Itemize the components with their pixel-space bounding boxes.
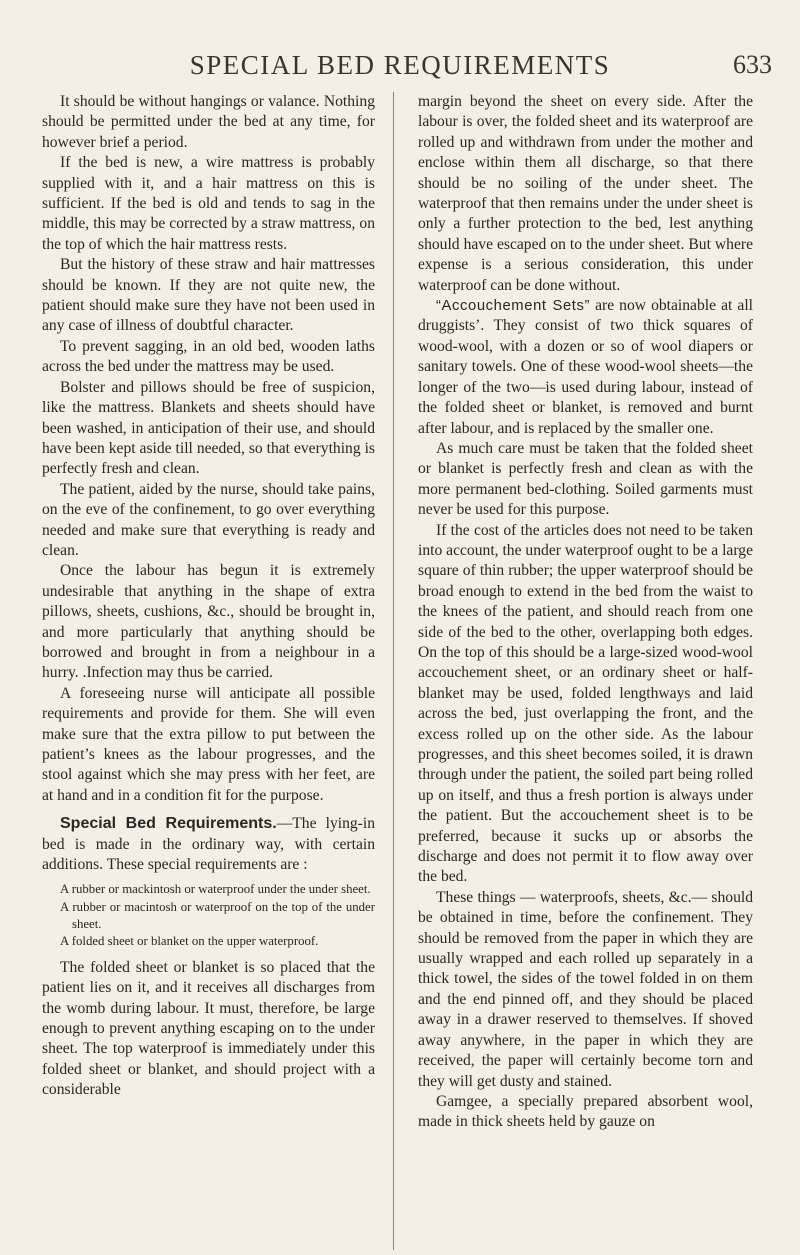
paragraph: Gamgee, a specially prepared absorbent wool, made in thick sheets held by gauze on [418,1092,753,1131]
paragraph: It should be without hangings or valance. Nothing should be permitted under the bed at any time, for however brief a period. [42,93,375,151]
paragraph: Once the labour has begun it is extremely undesirable that anything in the shape of extra pillows, sheets, cushions, &c., should be brought in, and more particularly that anything should be borrowed and brought in from a neighbour in a hurry. .Infection may thus be carried. [42,562,375,682]
section-heading: Special Bed Requirements. [60,815,277,833]
paragraph: margin beyond the sheet on every side. After the labour is over, the folded sheet and its waterproof are rolled up and withdrawn from under the mother and enclose within them all discharge, so that there should be no soiling of the under sheet. The waterproof that then remains under the under sheet is only a further protection to the bed, lest anything should have escaped on to the under sheet. But where expense is a serious consideration, this under waterproof can be done without. [418,93,753,294]
left-column [42,92,375,1101]
requirements-list [42,881,375,949]
page-number: 633 [733,50,772,79]
paragraph: The folded sheet or blanket is so placed that the patient lies on it, and it receives all discharges from the womb during labour. It must, therefore, be large enough to prevent anything escaping on to the under sheet. The top waterproof is immediately under this folded sheet or blanket, and should project with a considerable [42,958,375,1099]
paragraph: But the history of these straw and hair mattresses should be known. If they are not quite new, the patient should make sure they have not been used in any case of illness of doubtful character. [42,256,375,335]
right-column [418,92,753,1133]
paragraph: These things — waterproofs, sheets, &c.— should be obtained in time, before the confinement. They should be removed from the paper in which they are usually wrapped and each rolled up separately in a thick towel, the sides of the towel folded in on them and the end pinned off, and they should be placed away in a drawer reserved to themselves. If shoved away anywhere, in the paper in which they are received, the paper will certainly become torn and they will get dusty and stained. [418,888,753,1090]
paragraph [418,296,753,439]
paragraph: Bolster and pillows should be free of suspicion, like the mattress. Blankets and sheets should have been washed, in anticipation of their use, and should have been kept aside till needed, so that everything is perfectly fresh and clean. [42,378,375,478]
paragraph-text: are now obtainable at all druggists’. They consist of two thick squares of wood-wool, with a dozen or so of wool diapers or sanitary towels. One of these wood-wool sheets—the longer of the two—is used during labour, instead of the folded sheet or blanket, is removed and burnt after labour, and is replaced by the smaller one. [418,297,753,437]
page-header [0,20,800,80]
requirement-item: A folded sheet or blanket on the upper waterproof. [60,934,319,949]
accouchement-sets-term: “Accouchement Sets” [436,298,591,315]
requirement-item: A rubber or mackintosh or waterproof under the under sheet. [60,882,371,897]
paragraph: As much care must be taken that the folded sheet or blanket is perfectly fresh and clean as with the more permanent bed-clothing. Soiled garments must never be used for this purpose. [418,439,753,519]
section-paragraph [42,814,375,875]
section-heading-text: —The lying-in bed is made in the ordinary way, with certain additions. These special requirements are : [42,815,375,874]
paragraph: To prevent sagging, in an old bed, wooden laths across the bed under the mattress may be used. [42,337,375,376]
column-divider [393,92,394,1250]
paragraph: If the cost of the articles does not need to be taken into account, the under waterproof ought to be a large square of thin rubber; the upper waterproof should be broad enough to extend in the bed from the waist to the knees of the patient, and should reach from one side of the bed to the other, overlapping both edges. On the top of this should be a large-sized wood-wool accouchement sheet, or an ordinary sheet or half-blanket may be used, folded lengthways and laid across the bed, just overlapping the front, and the excess rolled up on the other side. As the labour progresses, and this sheet becomes soiled, it is drawn through under the patient, the soiled part being rolled up on itself, and thus a fresh portion is always under the patient. But the accouchement sheet is to be preferred, because it sucks up or absorbs the discharge and does not permit it to flow away over the bed. [418,521,753,886]
running-title: SPECIAL BED REQUIREMENTS [189,50,611,80]
paragraph: A foreseeing nurse will anticipate all possible requirements and provide for them. She will even make sure that the extra pillow to put between the patient’s knees as the labour progresses, and the stool against which she may press with her feet, are at hand and in a condition fit for the purpose. [42,684,375,804]
paragraph: The patient, aided by the nurse, should take pains, on the eve of the confinement, to go over everything needed and make sure that everything is ready and clean. [42,480,375,559]
paragraph: If the bed is new, a wire mattress is probably supplied with it, and a hair mattress on this is sufficient. If the bed is old and tends to sag in the middle, this may be corrected by a straw mattress, on the top of which the hair mattress rests. [42,154,375,253]
requirement-item: A rubber or macintosh or waterproof on the top of the under sheet. [60,900,375,931]
